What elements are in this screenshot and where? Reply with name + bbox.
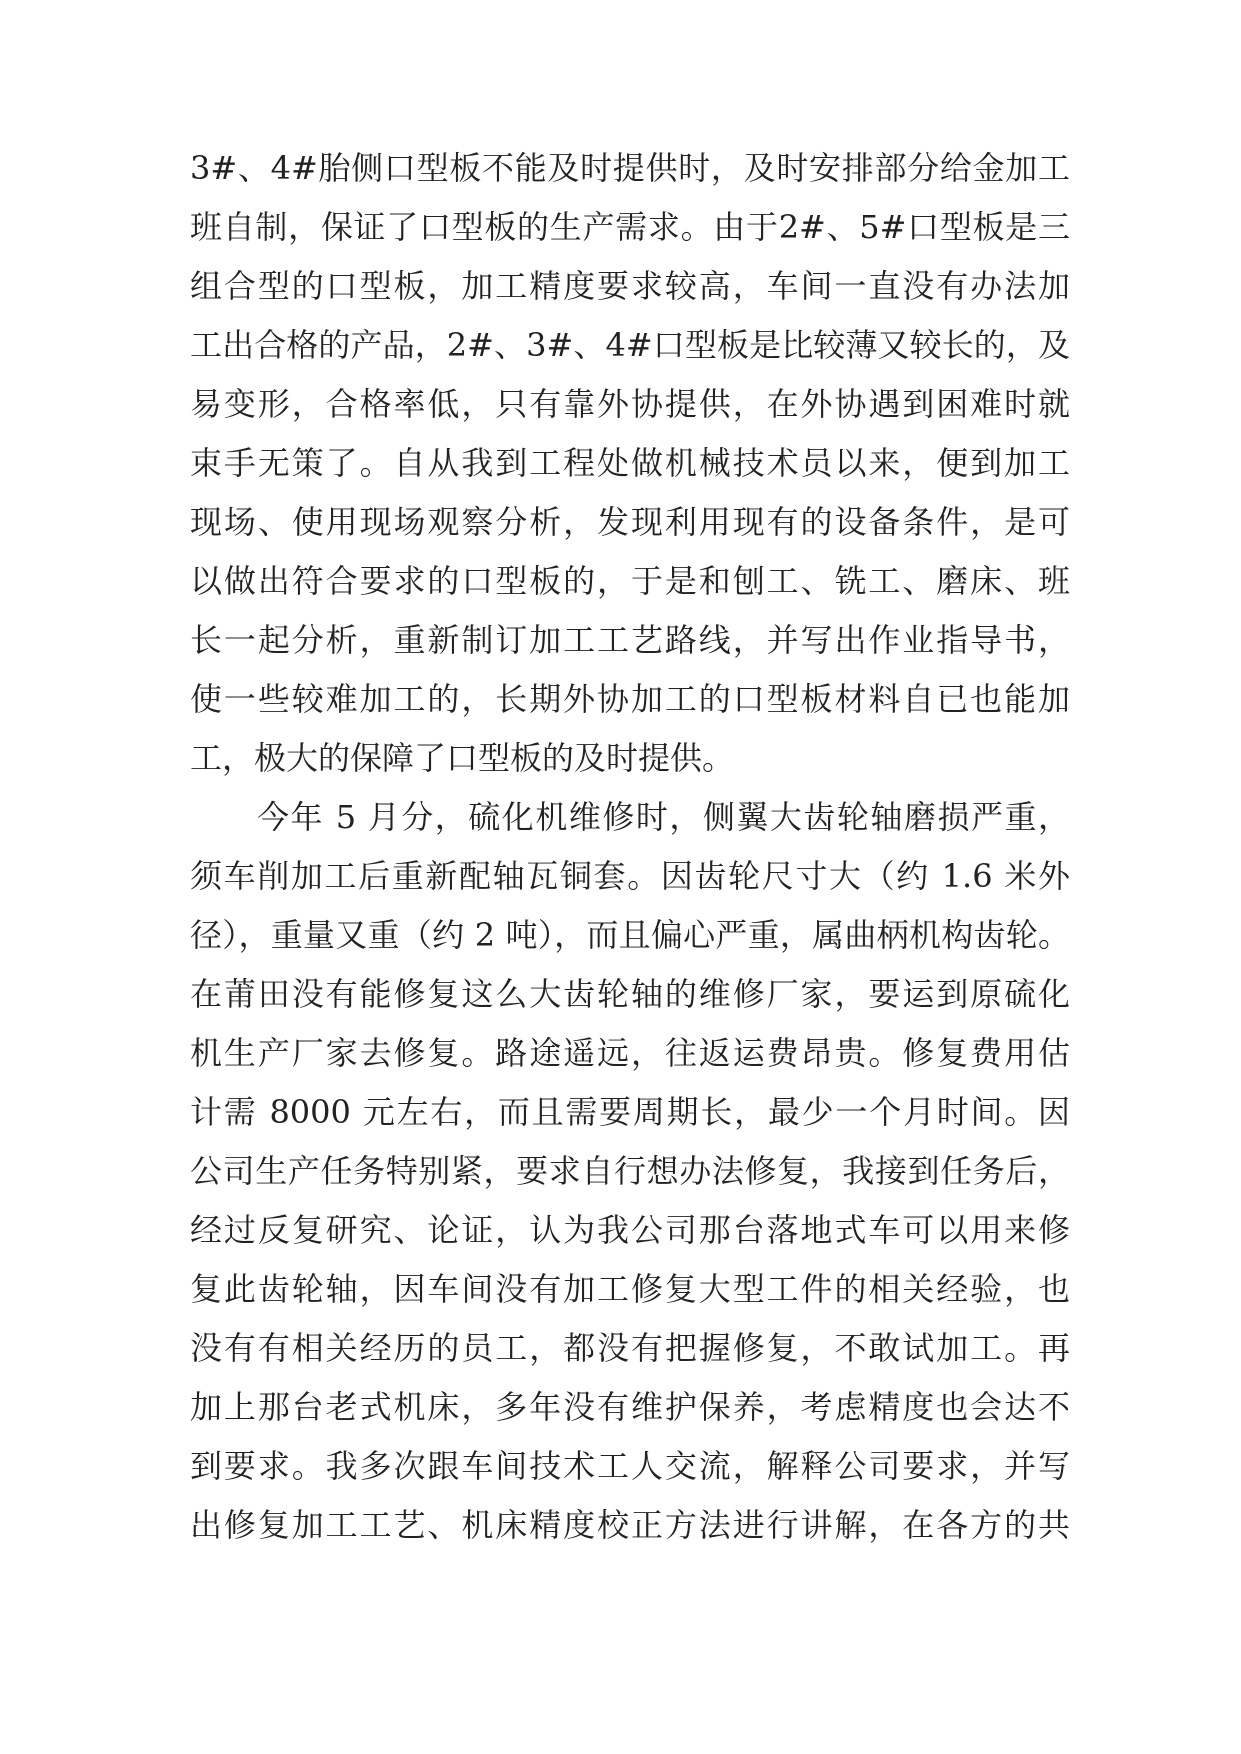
paragraph-2-line-1: 今年 5 月分，硫化机维修时，侧翼大齿轮轴磨损严重， <box>190 798 1070 836</box>
paragraph-1-line-4: 工出合格的产品，2#、3#、4#口型板是比较薄又较长的，及 <box>190 326 1070 364</box>
paragraph-2-line-2: 须车削加工后重新配轴瓦铜套。因齿轮尺寸大（约 1.6 米外 <box>190 857 1070 895</box>
paragraph-1-line-7: 现场、使用现场观察分析，发现利用现有的设备条件，是可 <box>190 503 1070 541</box>
paragraph-2-line-10: 没有有相关经历的员工，都没有把握修复，不敢试加工。再 <box>190 1329 1070 1367</box>
paragraph-1-line-1: 3#、4#胎侧口型板不能及时提供时，及时安排部分给金加工 <box>190 149 1070 187</box>
paragraph-2-line-12: 到要求。我多次跟车间技术工人交流，解释公司要求，并写 <box>190 1447 1070 1485</box>
paragraph-1-line-3: 组合型的口型板，加工精度要求较高，车间一直没有办法加 <box>190 267 1070 305</box>
paragraph-2-line-11: 加上那台老式机床，多年没有维护保养，考虑精度也会达不 <box>190 1388 1070 1426</box>
paragraph-1-line-2: 班自制，保证了口型板的生产需求。由于2#、5#口型板是三 <box>190 208 1070 246</box>
paragraph-2-line-8: 经过反复研究、论证，认为我公司那台落地式车可以用来修 <box>190 1211 1070 1249</box>
paragraph-1-line-10: 使一些较难加工的，长期外协加工的口型板材料自已也能加 <box>190 680 1070 718</box>
paragraph-2-line-9: 复此齿轮轴，因车间没有加工修复大型工件的相关经验，也 <box>190 1270 1070 1308</box>
paragraph-1-line-5: 易变形，合格率低，只有靠外协提供，在外协遇到困难时就 <box>190 385 1070 423</box>
paragraph-1-line-11: 工，极大的保障了口型板的及时提供。 <box>190 739 735 777</box>
paragraph-2-line-6: 计需 8000 元左右，而且需要周期长，最少一个月时间。因 <box>190 1093 1070 1131</box>
paragraph-1-line-6: 束手无策了。自从我到工程处做机械技术员以来，便到加工 <box>190 444 1070 482</box>
paragraph-2-line-7: 公司生产任务特别紧，要求自行想办法修复，我接到任务后， <box>190 1152 1070 1190</box>
paragraph-2-line-3: 径），重量又重（约 2 吨），而且偏心严重，属曲柄机构齿轮。 <box>190 916 1070 954</box>
paragraph-1-line-9: 长一起分析，重新制订加工工艺路线，并写出作业指导书， <box>190 621 1070 659</box>
paragraph-2-line-4: 在莆田没有能修复这么大齿轮轴的维修厂家，要运到原硫化 <box>190 975 1070 1013</box>
paragraph-2-line-5: 机生产厂家去修复。路途遥远，往返运费昂贵。修复费用估 <box>190 1034 1070 1072</box>
paragraph-2-line-13: 出修复加工工艺、机床精度校正方法进行讲解，在各方的共 <box>190 1506 1070 1544</box>
paragraph-1-line-8: 以做出符合要求的口型板的，于是和刨工、铣工、磨床、班 <box>190 562 1070 600</box>
